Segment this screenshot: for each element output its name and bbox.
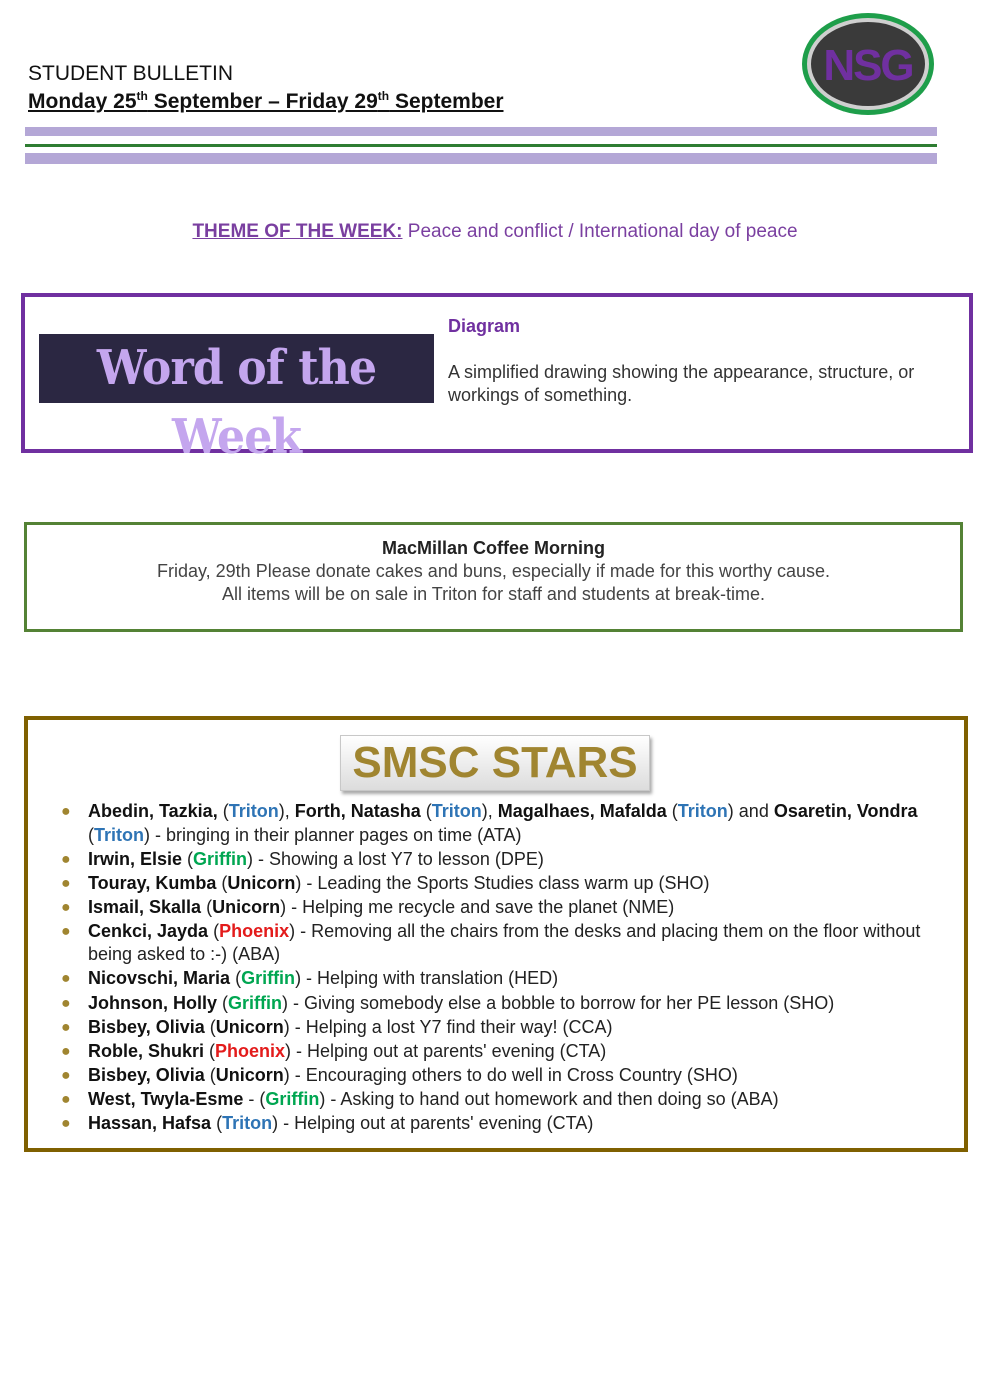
student-name: Magalhaes, Mafalda bbox=[497, 801, 667, 821]
star-text: ) - Leading the Sports Studies class warm up (SHO) bbox=[295, 872, 710, 893]
date-ordinal-suffix: th bbox=[377, 89, 390, 103]
student-name: Hassan, Hafsa bbox=[88, 1113, 212, 1134]
house-name: Griffin bbox=[265, 1088, 320, 1109]
student-name: Roble, Shukri bbox=[88, 1040, 205, 1061]
smsc-star-item bbox=[28, 872, 964, 896]
date-ordinal-suffix: th bbox=[136, 89, 148, 103]
star-text: ( bbox=[204, 1064, 216, 1085]
star-text: ) - Helping out at parents' evening (CTA) bbox=[285, 1040, 607, 1061]
student-name: Osaretin, Vondra bbox=[773, 801, 918, 821]
header-rule-purple-top bbox=[25, 127, 937, 136]
star-text: ( bbox=[201, 896, 213, 917]
star-text: ) - bringing in their planner pages on time (ATA) bbox=[144, 824, 522, 845]
nsg-logo bbox=[801, 12, 935, 116]
house-name: Phoenix bbox=[215, 1040, 286, 1061]
theme-text: Peace and conflict / International day of peace bbox=[402, 221, 798, 242]
smsc-star-item bbox=[28, 992, 964, 1016]
student-name: Bisbey, Olivia bbox=[88, 1016, 205, 1037]
student-name: Johnson, Holly bbox=[88, 992, 218, 1013]
word-of-the-week-banner bbox=[39, 334, 434, 465]
smsc-star-item bbox=[28, 967, 964, 991]
star-text: ) - Helping out at parents' evening (CTA) bbox=[272, 1113, 594, 1134]
star-text: ( bbox=[216, 872, 228, 893]
smsc-star-item bbox=[28, 1016, 964, 1040]
star-text: ( bbox=[230, 968, 242, 989]
logo-text: NSG bbox=[823, 41, 913, 90]
star-text: ( bbox=[666, 801, 678, 821]
smsc-stars-title: SMSC STARS bbox=[352, 738, 638, 787]
bulletin-title: STUDENT BULLETIN bbox=[28, 62, 233, 85]
smsc-star-item bbox=[28, 1064, 964, 1088]
star-text: ), bbox=[278, 801, 295, 821]
smsc-stars-list bbox=[28, 800, 964, 1136]
date-text: September bbox=[389, 90, 504, 113]
date-text: September – Friday 29 bbox=[147, 90, 378, 113]
smsc-stars-banner bbox=[340, 735, 650, 791]
star-text: ( bbox=[204, 1016, 216, 1037]
star-text: ) - Showing a lost Y7 to lesson (DPE) bbox=[247, 848, 544, 869]
star-text: ( bbox=[217, 992, 229, 1013]
smsc-star-item bbox=[28, 848, 964, 872]
bullet-icon: ● bbox=[61, 1115, 71, 1133]
theme-label: THEME OF THE WEEK: bbox=[192, 221, 403, 242]
student-name: Forth, Natasha bbox=[294, 801, 421, 821]
star-text: ) and bbox=[727, 801, 774, 821]
house-name: Triton bbox=[94, 824, 144, 845]
word-of-the-week-definition: A simplified drawing showing the appearance, structure, or workings of something. bbox=[448, 362, 915, 405]
house-name: Triton bbox=[228, 801, 279, 821]
header-rule-purple-bottom bbox=[25, 153, 937, 164]
macmillan-notice bbox=[24, 522, 963, 632]
star-text: ( bbox=[217, 801, 229, 821]
star-text: ( bbox=[182, 848, 194, 869]
student-name: Irwin, Elsie bbox=[88, 848, 183, 869]
house-name: Triton bbox=[677, 801, 728, 821]
bullet-icon: ● bbox=[61, 970, 71, 988]
house-name: Unicorn bbox=[212, 896, 281, 917]
bullet-icon: ● bbox=[61, 994, 71, 1012]
student-name: Ismail, Skalla bbox=[88, 896, 202, 917]
smsc-star-item bbox=[28, 800, 964, 847]
star-text: ( bbox=[88, 824, 94, 845]
star-text: ( bbox=[208, 920, 220, 941]
star-text: ) - Helping me recycle and save the planet (NME) bbox=[280, 896, 675, 917]
macmillan-title: MacMillan Coffee Morning bbox=[381, 538, 605, 558]
date-text: Monday 25 bbox=[28, 90, 137, 113]
star-text: ) - Helping with translation (HED) bbox=[295, 968, 559, 989]
smsc-star-item bbox=[28, 896, 964, 920]
smsc-star-item bbox=[28, 1088, 964, 1112]
student-name: Abedin, Tazkia, bbox=[88, 801, 218, 821]
house-name: Unicorn bbox=[215, 1064, 284, 1085]
bullet-icon: ● bbox=[61, 850, 71, 868]
star-text: ), bbox=[481, 801, 498, 821]
star-text: ) - Giving somebody else a bobble to borrow for her PE lesson (SHO) bbox=[282, 992, 835, 1013]
star-text: ( bbox=[204, 1040, 216, 1061]
bullet-icon: ● bbox=[61, 1018, 71, 1036]
star-text: ) - Asking to hand out homework and then doing so (ABA) bbox=[319, 1088, 779, 1109]
header-rule-green bbox=[25, 144, 937, 147]
house-name: Phoenix bbox=[219, 920, 290, 941]
smsc-stars-panel bbox=[24, 716, 968, 1152]
macmillan-line-2: All items will be on sale in Triton for staff and students at break-time. bbox=[222, 584, 765, 604]
theme-of-the-week bbox=[0, 221, 990, 243]
student-name: Touray, Kumba bbox=[88, 872, 217, 893]
house-name: Griffin bbox=[241, 968, 296, 989]
house-name: Triton bbox=[431, 801, 482, 821]
student-name: Nicovschi, Maria bbox=[88, 968, 231, 989]
smsc-star-item bbox=[28, 920, 964, 967]
student-name: Cenkci, Jayda bbox=[88, 920, 209, 941]
bullet-icon: ● bbox=[61, 922, 71, 940]
house-name: Griffin bbox=[228, 992, 283, 1013]
house-name: Unicorn bbox=[227, 872, 296, 893]
word-of-the-week-banner-text: Word of the Week bbox=[96, 340, 377, 465]
star-text: ) - Helping a lost Y7 find their way! (CCA) bbox=[283, 1016, 613, 1037]
bullet-icon: ● bbox=[61, 803, 71, 820]
smsc-star-item bbox=[28, 1112, 964, 1136]
star-text: ) - Removing all the chairs from the desks and placing them on the floor without being asked to :-) (ABA) bbox=[88, 920, 921, 965]
star-text: ) - Encouraging others to do well in Cross Country (SHO) bbox=[283, 1064, 738, 1085]
bullet-icon: ● bbox=[61, 1042, 71, 1060]
star-text: - ( bbox=[243, 1088, 266, 1109]
bullet-icon: ● bbox=[61, 898, 71, 916]
house-name: Triton bbox=[222, 1113, 273, 1134]
word-of-the-week-term: Diagram bbox=[448, 316, 521, 336]
student-name: Bisbey, Olivia bbox=[88, 1064, 205, 1085]
bullet-icon: ● bbox=[61, 874, 71, 892]
smsc-star-item bbox=[28, 1040, 964, 1064]
house-name: Griffin bbox=[193, 848, 248, 869]
bullet-icon: ● bbox=[61, 1090, 71, 1108]
student-name: West, Twyla-Esme bbox=[88, 1088, 244, 1109]
house-name: Unicorn bbox=[215, 1016, 284, 1037]
macmillan-line-1: Friday, 29th Please donate cakes and buns, especially if made for this worthy cause. bbox=[156, 561, 831, 581]
word-of-the-week-panel bbox=[21, 293, 973, 465]
bulletin-dates bbox=[28, 89, 504, 114]
star-text: ( bbox=[211, 1113, 223, 1134]
bullet-icon: ● bbox=[61, 1066, 71, 1084]
star-text: ( bbox=[420, 801, 432, 821]
